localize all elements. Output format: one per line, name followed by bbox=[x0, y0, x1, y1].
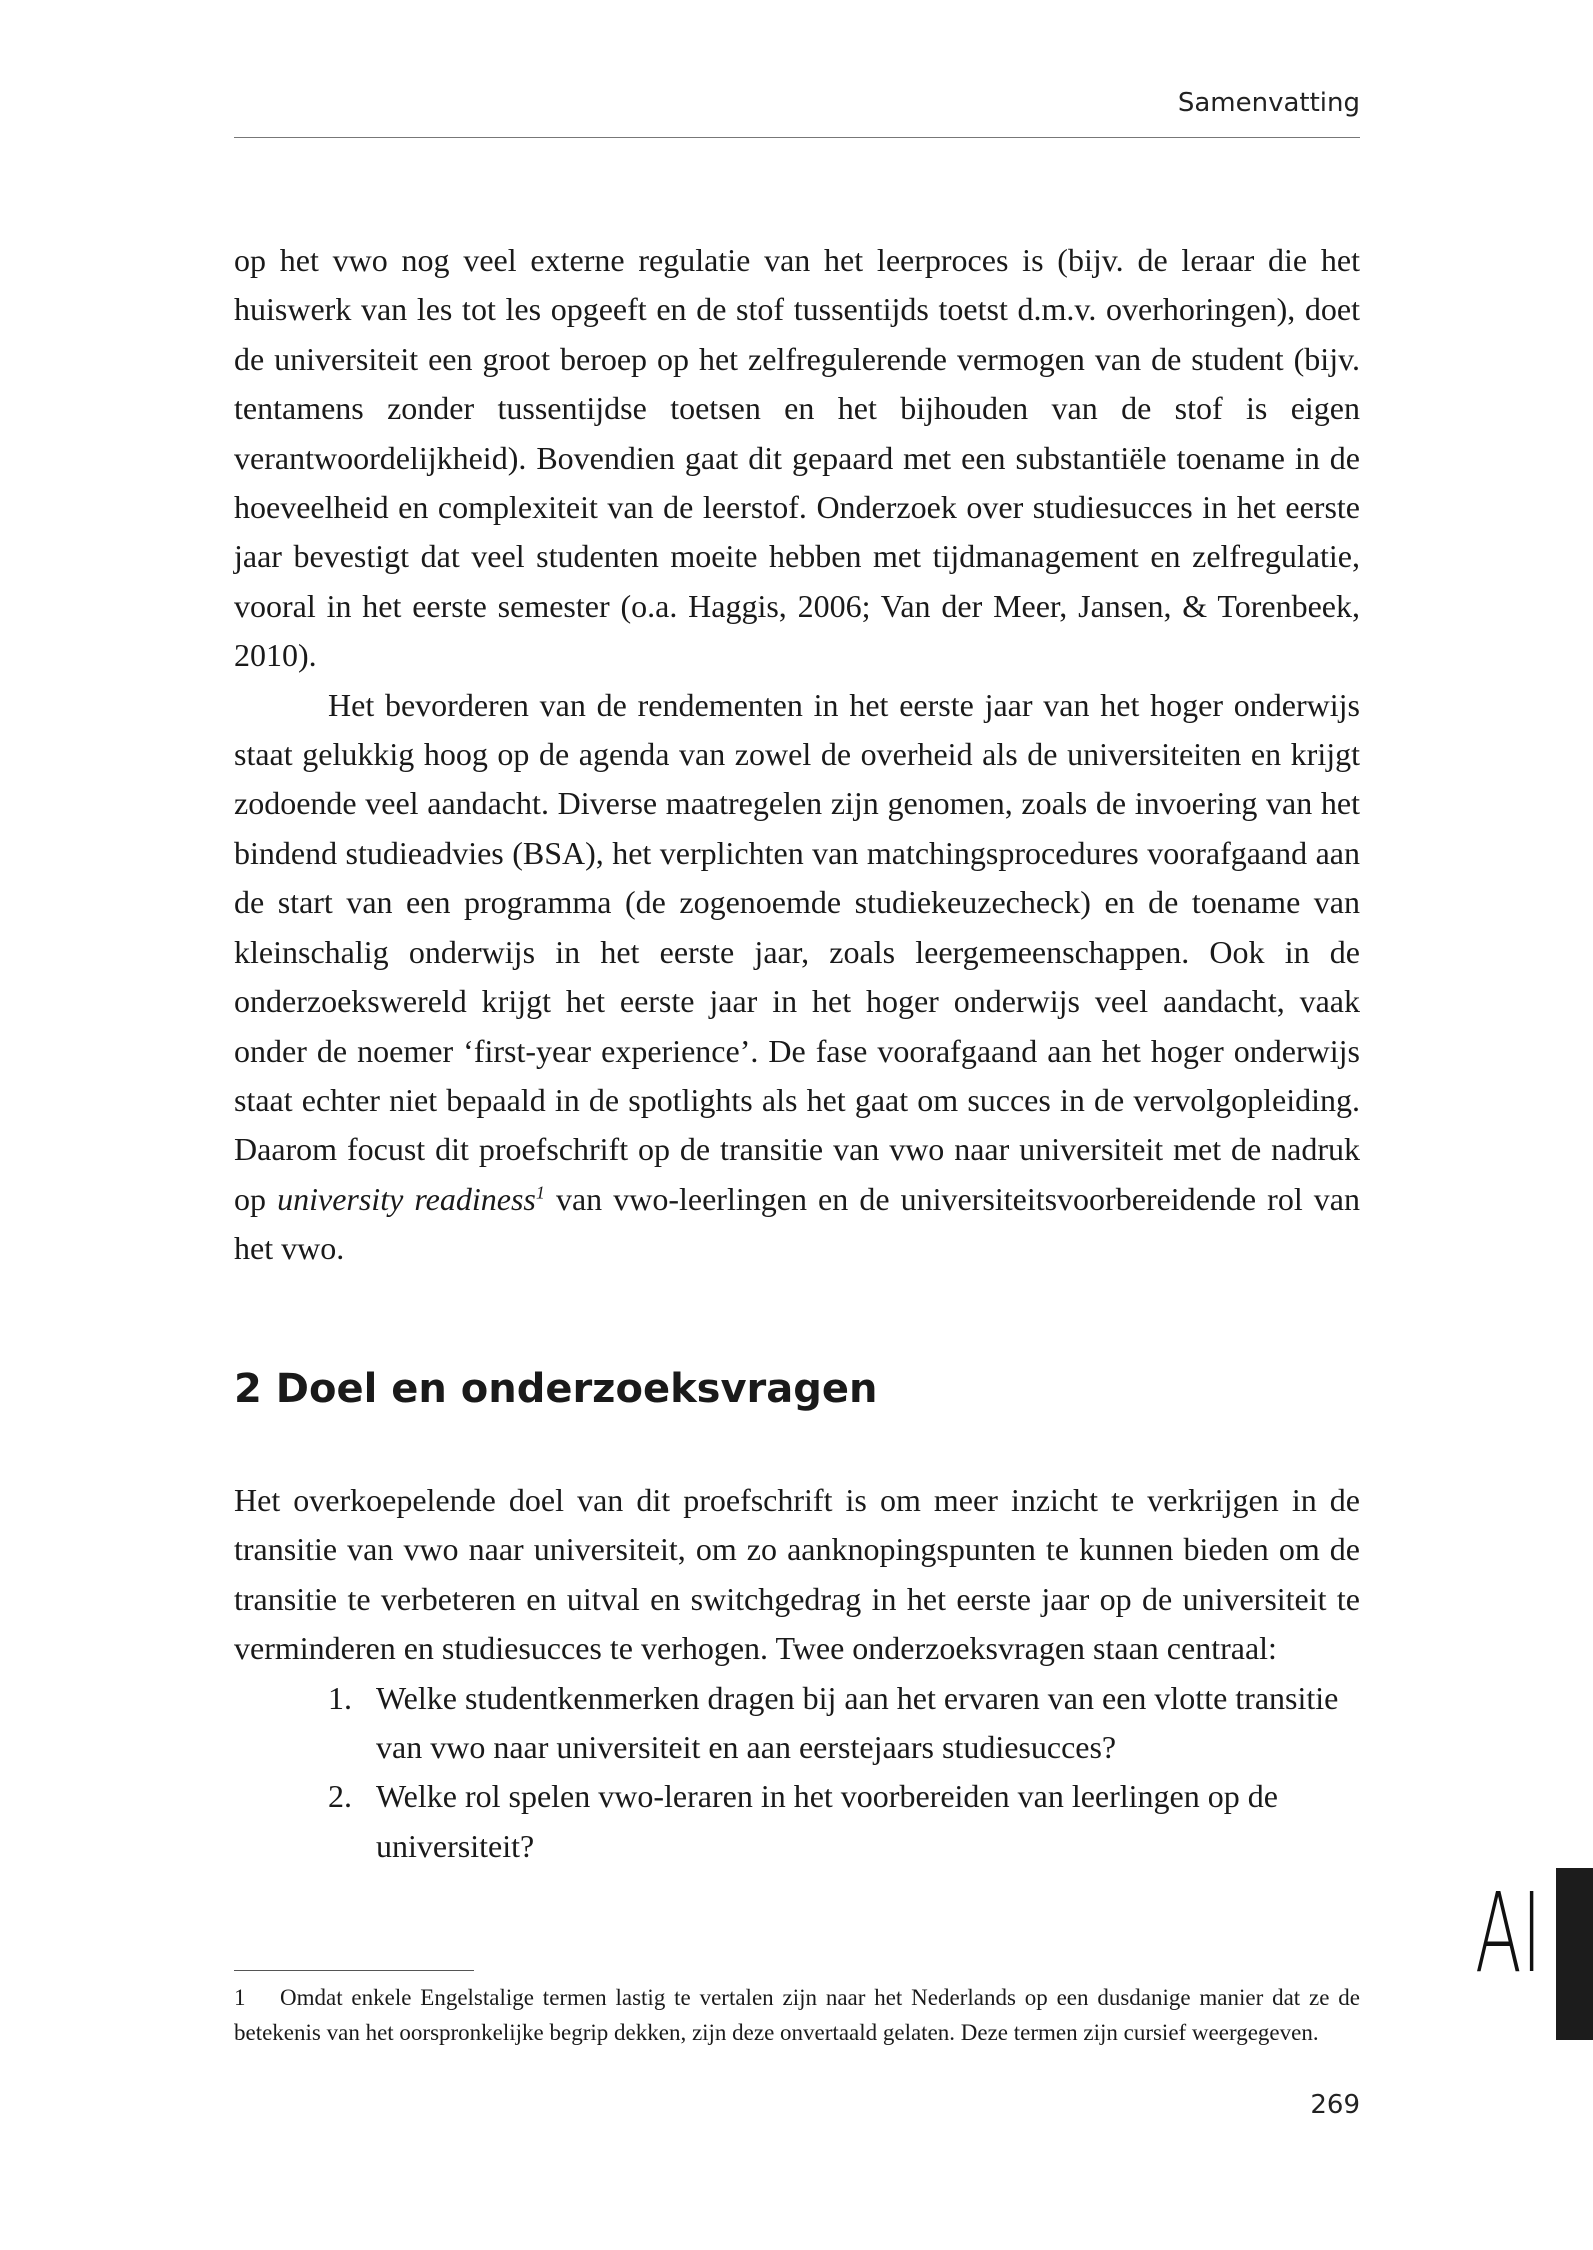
section-body bbox=[234, 1476, 1360, 1871]
paragraph-2-end: van vwo-leerlingen en de universiteitsvoorbereidende rol van het vwo. bbox=[234, 1180, 1360, 1267]
section-heading: 2 Doel en onderzoeksvragen bbox=[234, 1366, 878, 1412]
paragraph-1: op het vwo nog veel externe regulatie van het leerproces is (bijv. de leraar die het huiswerk van les tot les opgeeft en de stof tussentijds toetst d.m.v. overhoringen), doet de universiteit een groot beroep op het zelfregulerende vermogen van de student (bijv. tentamens zonder tussentijdse toetsen en het bijhouden van de stof is eigen verantwoordelijkheid). Bovendien gaat dit gepaard met een substantiële toename in de hoeveelheid en complexiteit van de leerstof. Onderzoek over studiesucces in het eerste jaar bevestigt dat veel studenten moeite hebben met tijdmanagement en zelfregulatie, vooral in het eerste semester (o.a. Haggis, 2006; Van der Meer, Jansen, & Torenbeek, 2010). bbox=[234, 242, 1360, 674]
research-questions-list bbox=[234, 1674, 1360, 1872]
research-question bbox=[328, 1674, 1360, 1773]
question-number: 1. bbox=[328, 1679, 352, 1716]
page-number: 269 bbox=[1310, 2090, 1360, 2120]
footnote-number: 1 bbox=[234, 1985, 246, 2010]
header-rule bbox=[234, 137, 1360, 138]
question-number: 2. bbox=[328, 1778, 352, 1815]
section-intro: Het overkoepelende doel van dit proefschrift is om meer inzicht te verkrijgen in de transitie van vwo naar universiteit, om zo aanknopingspunten te kunnen bieden om de transitie te verbeteren en uitval en switchgedrag in het eerste jaar op de universiteit te verminderen en studiesucces te verhogen. Twee onderzoeksvragen staan centraal: bbox=[234, 1482, 1360, 1667]
question-text: Welke studentkenmerken dragen bij aan het ervaren van een vlotte transitie van vwo naar universiteit en aan eerstejaars studiesucces? bbox=[376, 1679, 1339, 1766]
chapter-label: AI bbox=[1475, 1869, 1542, 1997]
running-header: Samenvatting bbox=[1177, 88, 1360, 118]
research-question bbox=[328, 1772, 1360, 1871]
footnote bbox=[234, 1980, 1360, 2050]
body-text bbox=[234, 236, 1360, 1274]
question-text: Welke rol spelen vwo-leraren in het voorbereiden van leerlingen op de universiteit? bbox=[376, 1778, 1278, 1864]
paragraph-2-main: Het bevorderen van de rendementen in het eerste jaar van het hoger onderwijs staat gelukkig hoog op de agenda van zowel de overheid als de universiteiten en krijgt zodoende veel aandacht. Diverse maatregelen zijn genomen, zoals de invoering van het bindend studieadvies (BSA), het verplichten van matchingsprocedures voorafgaand aan de start van een programma (de zogenoemde studiekeuzecheck) en de toename van kleinschalig onderwijs in het eerste jaar, zoals leergemeenschappen. Ook in de onderzoekswereld krijgt het eerste jaar in het hoger onderwijs veel aandacht, vaak onder de noemer ‘first-year experience’. De fase voorafgaand aan het hoger onderwijs staat echter niet bepaald in de spotlights als het gaat om succes in de vervolgopleiding. Daarom focust dit proefschrift op de transitie van vwo naar universiteit met de nadruk op bbox=[234, 686, 1360, 1217]
term-university-readiness: university readiness bbox=[277, 1180, 536, 1217]
paragraph-2 bbox=[234, 681, 1360, 1274]
chapter-thumb-tab bbox=[1556, 1868, 1593, 2040]
footnote-rule bbox=[234, 1970, 474, 1971]
footnote-reference: 1 bbox=[535, 1182, 545, 1203]
footnote-text: Omdat enkele Engelstalige termen lastig te vertalen zijn naar het Nederlands op een dusdanige manier dat ze de betekenis van het oorspronkelijke begrip dekken, zijn deze onvertaald gelaten. Deze termen zijn cursief weergegeven. bbox=[234, 1985, 1360, 2045]
